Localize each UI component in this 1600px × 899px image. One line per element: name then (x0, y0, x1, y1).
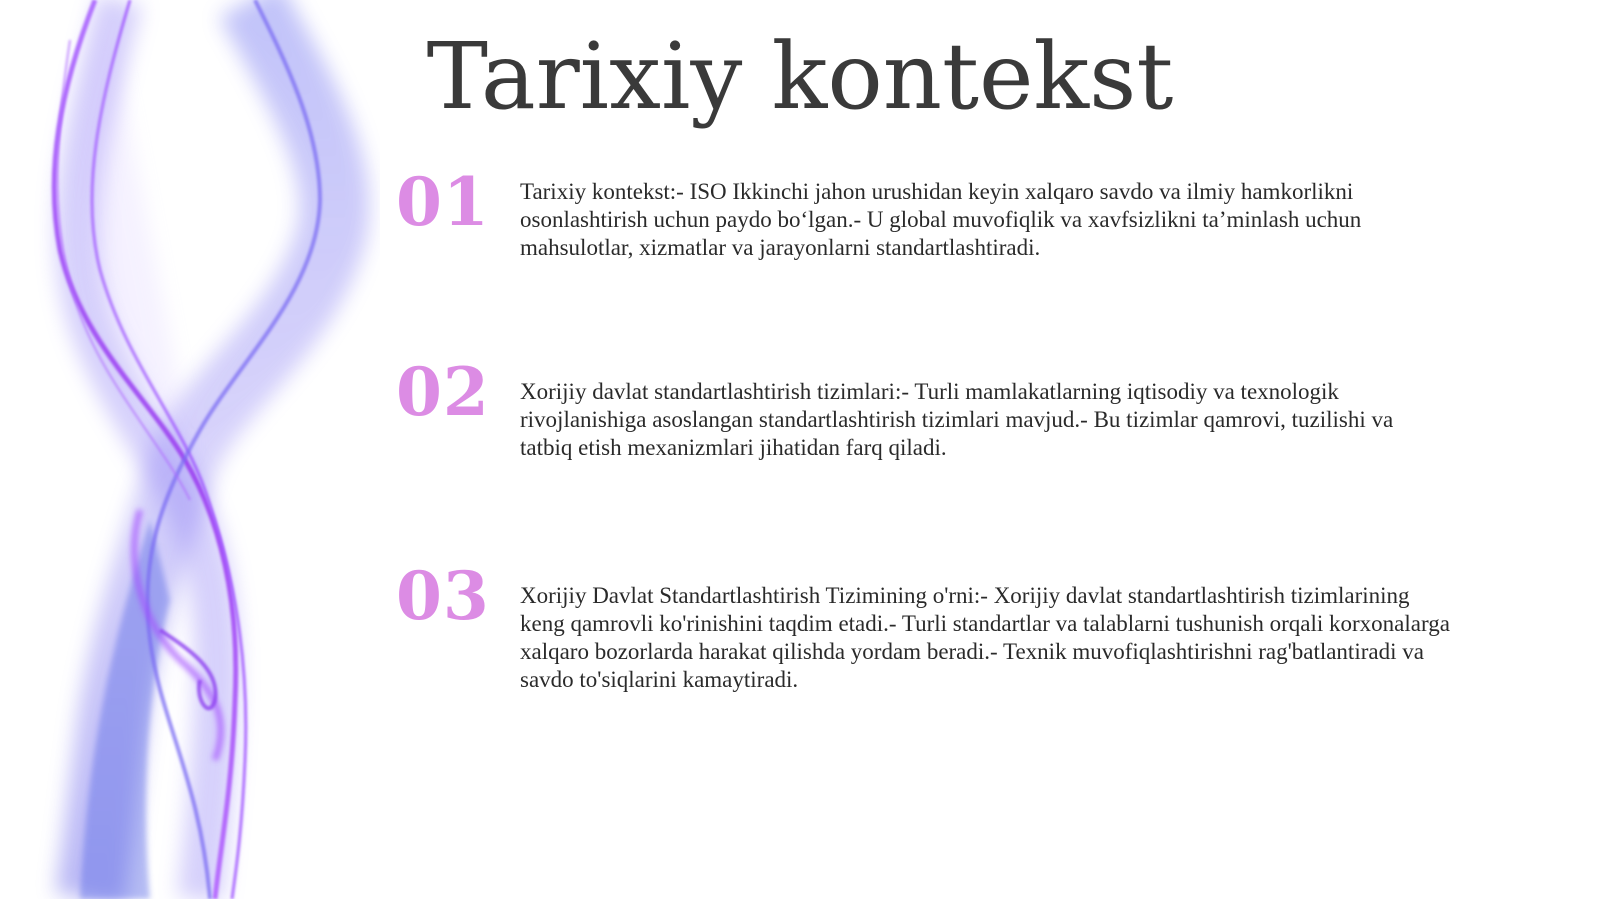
item-number: 02 (396, 353, 490, 431)
item-number: 01 (396, 163, 490, 241)
item-text: Xorijiy Davlat Standartlashtirish Tizimining o'rni:- Xorijiy davlat standartlashtirish tizimlarining keng qamrovli ko'rinishini taqdim etadi.- Turli standartlar va talablarni tushunish orqali korxonalarga xalqaro bozorlarda harakat qilishda yordam beradi.- Texnik muvofiqlashtirishni rag'batlantiradi va savdo to'siqlarini kamaytiradi. (520, 583, 1450, 692)
slide-title: Tarixiy kontekst (426, 23, 1174, 130)
item-text: Xorijiy davlat standartlashtirish tizimlari:- Turli mamlakatlarning iqtisodiy va texnologik rivojlanishiga asoslangan standartlashtirish tizimlari mavjud.- Bu tizimlar qamrovi, tuzilishi va tatbiq etish mexanizmlari jihatidan farq qiladi. (520, 379, 1394, 460)
item-text: Tarixiy kontekst:- ISO Ikkinchi jahon urushidan keyin xalqaro savdo va ilmiy hamkorlikni osonlashtirish uchun paydo bo‘lgan.- U global muvofiqlik va xavfsizlikni ta’minlash uchun mahsulotlar, xizmatlar va jarayonlarni standartlashtiradi. (520, 179, 1362, 260)
smoke-decoration (0, 0, 380, 899)
item-number: 03 (396, 557, 490, 635)
